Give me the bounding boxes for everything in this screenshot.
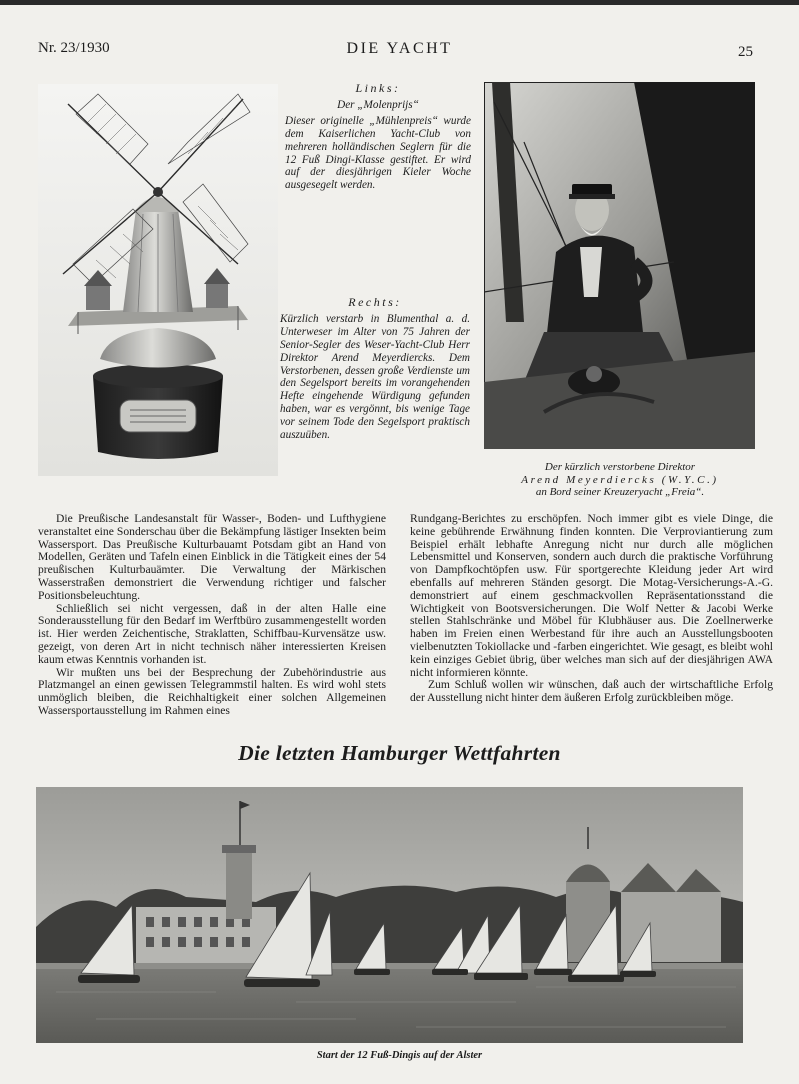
left-caption-text: Dieser originelle „Mühlenpreis“ wurde dem Kaiserlichen Yacht-Club von mehreren holländischen Seglern für die 12 Fuß Dingi-Klasse gestiftet. Er wird auf der diesjährigen Kieler Woche ausgesegelt werden. xyxy=(285,114,471,192)
right-caption-heading: Rechts: xyxy=(348,295,402,309)
page-number: 25 xyxy=(738,44,753,60)
right-caption xyxy=(280,296,470,442)
magazine-title: DIE YACHT xyxy=(346,40,453,57)
article-column-2 xyxy=(410,513,773,705)
right-caption-text: Kürzlich verstarb in Blumenthal a. d. Unterweser im Alter von 75 Jahren der Senior-Segler des Weser-Yacht-Club Herr Direktor Arend Meyerdiercks. Dem Verstorbenen, dessen große Verdienste um den Segelsport bereits im vorangehenden Hefte eingehende Würdigung gefunden haben, war es vergönnt, bis wenige Tage vor seinem Tode den Segelsport praktisch auszuüben. xyxy=(280,312,470,442)
section-title: Die letzten Hamburger Wettfahrten xyxy=(238,741,561,765)
portrait-photo xyxy=(484,82,755,449)
left-caption-heading: Links: xyxy=(355,81,401,95)
portrait-caption xyxy=(485,461,755,499)
issue-number: Nr. 23/1930 xyxy=(38,40,110,56)
article-column-1 xyxy=(38,513,386,718)
top-rule xyxy=(0,0,799,5)
article-paragraph: Zum Schluß wollen wir wünschen, daß auch der wirtschaftliche Erfolg der Ausstellung nicht hinter dem äußeren Erfolg zurückbleiben möge. xyxy=(410,678,773,705)
portrait-caption-line2: Arend Meyerdiercks (W.Y.C.) xyxy=(521,473,719,486)
article-paragraph: Wir mußten uns bei der Besprechung der Zubehörindustrie aus Platzmangel an einen gewissen Telegrammstil halten. Es wird wohl stets unmöglich bleiben, die Reichhaltigkeit einer solchen Allgemeinen Wassersportausstellung im Rahmen eines xyxy=(38,665,386,717)
regatta-photo xyxy=(36,787,743,1043)
regatta-photo-caption: Start der 12 Fuß-Dingis auf der Alster xyxy=(316,1050,483,1061)
article-paragraph: Rundgang-Berichtes zu erschöpfen. Noch immer gibt es viele Dinge, die keine gebührende Erwähnung finden konnten. Die Verproviantierung zum Beispiel erhält lebhafte Anregung nicht nur durch alle möglichen Lebensmittel und Konserven, sondern auch durch die praktische Vorführung von Dampfkochtöpfen usw. Für sportgerechte Kleidung jeder Art wird ebenfalls auf mehreren Ständen gesorgt. Die Motag-Versicherungs-A.-G. demonstriert auf einem geschmackvollen Repräsentationsstand die Wichtigkeit von Bootsversicherungen. Die Wolf Netter & Jacobi Werke stellen Stahlschränke und Möbel für Klubhäuser aus. Die Zoellnerwerke haben im Freien einen Werbestand für ihre auch an Ausstellungsbooten vielbenutzten Tokiollacke und -farben eingerichtet. Wie gesagt, es bleibt wohl kein einziges Gebiet übrig, über welches man sich auf der diesjährigen AWA nicht informieren könnte. xyxy=(410,512,773,679)
portrait-caption-line3: an Bord seiner Kreuzeryacht „Freia“. xyxy=(535,486,705,498)
article-paragraph: Schließlich sei nicht vergessen, daß in der alten Halle eine Sonderausstellung für den Bedarf im Werftbüro zusammengestellt worden ist. Hier werden Zeichentische, Straklatten, Schiffbau-Kurvensätze usw. gezeigt, von deren Art in nicht technisch näher interessierten Kreisen kaum etwas Kenntnis vorhanden ist. xyxy=(38,601,386,666)
portrait-caption-line1: Der kürzlich verstorbene Direktor xyxy=(544,461,696,473)
article-paragraph: Die Preußische Landesanstalt für Wasser-, Boden- und Lufthygiene veranstaltet eine Sonderschau über die Bekämpfung lästiger Insekten beim Wassersport. Das Preußische Kulturbauamt Potsdam gibt an Hand von Modellen, Geräten und Tafeln einen Einblick in die Tätigkeit eines der 54 preußischen Kulturbauämter. Die Verwaltung der Märkischen Wasserstraßen demonstriert die Verwendung richtiger und falscher Positionsbeleuchtung. xyxy=(38,512,386,602)
left-caption-subheading: Der „Molenprijs“ xyxy=(337,98,419,111)
windmill-trophy-photo xyxy=(38,84,278,476)
left-caption xyxy=(285,82,471,192)
